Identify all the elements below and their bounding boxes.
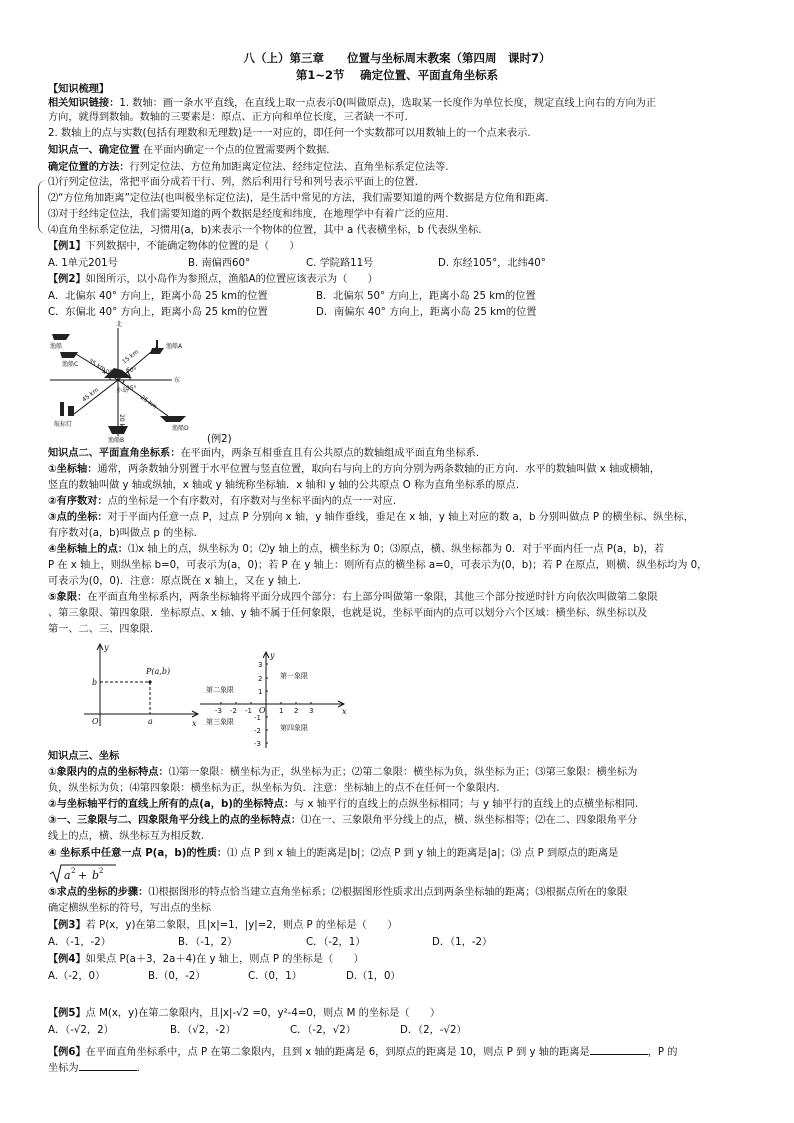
section-line: 有序数对(a，b)叫做点 p 的坐标. xyxy=(48,528,197,539)
option-a: A.（-2，0） xyxy=(48,971,106,982)
dist-label-d: 25 km xyxy=(138,393,159,411)
a-label: a xyxy=(148,717,153,726)
section-line: ②与坐标轴平行的直线上所有的点(a，b)的坐标特点：与 x 轴平行的直线上的点纵坐标相同；与 y 轴平行的直线上的点横坐标相同. xyxy=(48,799,639,810)
section-line: ⑤求点的坐标的步骤：⑴根据图形的特点恰当建立直角坐标系；⑵根据图形性质求出点到两条坐标轴的距离；⑶根据点所在的象限 xyxy=(48,887,628,898)
boat-d-icon xyxy=(160,416,186,422)
angle-label-d: 35° xyxy=(126,385,137,392)
x-label: x xyxy=(192,719,197,728)
doc-title: 八（上）第三章 位置与坐标周末教案（第四周 课时7） xyxy=(243,51,551,65)
section-line: ⑴行列定位法，常把平面分成若干行、列，然后利用行号和列号表示平面上的位置. xyxy=(48,177,418,188)
x-tick-label: -1 xyxy=(245,707,252,715)
section-line: ③一、三象限与二、四象限角平分线上的点的坐标特点：⑴在一、三象限角平分线上的点，横、纵坐标相等；⑵在二、四象限角平分 xyxy=(48,815,638,826)
y-tick-label: -1 xyxy=(254,714,261,722)
formula-exp-a: 2 xyxy=(71,867,76,875)
section-line: ①坐标轴：通常，两条数轴分别置于水平位置与竖直位置，取向右与向上的方向分别为两条数轴的正方向．水平的数轴叫做 x 轴或横轴， xyxy=(48,464,661,475)
dist-label-lighthouse: 45 km xyxy=(80,386,101,404)
origin-label: O xyxy=(259,706,266,715)
x-label: x xyxy=(342,707,347,716)
example-6: 【例6】在平面直角坐标系中，点 P 在第二象限内，且到 x 轴的距离是 6，到原点的距离是 10，则点 P 到 y 轴的距离是 ，P 的 xyxy=(48,1044,760,1060)
boat-c-icon xyxy=(60,352,78,358)
quadrant-2-label: 第二象限 xyxy=(206,686,234,694)
x-tick-label: 3 xyxy=(309,707,314,715)
lighthouse-icon xyxy=(60,402,64,416)
x-tick-label: -2 xyxy=(230,707,237,715)
section-line: P 在 x 轴上，则纵坐标 b=0，可表示为(a，0)；若 P 在 y 轴上：则所有点的横坐标 a=0，可表示为(0，b)；若 P 在原点，则横、纵坐标均为 0， xyxy=(48,560,708,571)
option-a: A．北偏东 40° 方向上，距离小岛 25 km的位置 xyxy=(48,291,268,302)
doc-subtitle: 第1~2节 确定位置、平面直角坐标系 xyxy=(295,68,499,82)
section-line: 、第三象限、第四象限．坐标原点、x 轴、y 轴不属于任何象限，也就是说，坐标平面内的点可以划分六个区域：横坐标、纵坐标以及 xyxy=(48,608,648,619)
option-d: D．（1，-2） xyxy=(432,937,493,948)
option-c: C. 学院路11号 xyxy=(306,258,374,269)
option-a: A．（-1，-2） xyxy=(48,937,111,948)
y-tick-label: -2 xyxy=(254,727,261,735)
quadrant-4-label: 第四象限 xyxy=(280,724,308,732)
example-4: 【例4】如果点 P(a＋3，2a＋4)在 y 轴上，则点 P 的坐标是（ ） xyxy=(48,954,364,965)
section-line: ①象限内的点的坐标特点：⑴第一象限：横坐标为正，纵坐标为正；⑵第二象限：横坐标为负，纵坐标为正；⑶第三象限：横坐标为 xyxy=(48,767,638,778)
b-label: b xyxy=(92,678,98,687)
option-b: B．北偏东 50° 方向上，距离小岛 25 km的位置 xyxy=(316,291,536,302)
section-line: ⑤象限：在平面直角坐标系内，两条坐标轴将平面分成四个部分：右上部分叫做第一象限，其他三个部分按逆时针方向依次叫做第二象限 xyxy=(48,592,658,603)
lighthouse-label: 航标灯 xyxy=(54,421,73,428)
quadrant-1-label: 第一象限 xyxy=(280,672,308,680)
section-line: ⑵“方位角加距离”定位法(也叫极坐标定位法)，是生活中常见的方法，我们需要知道的两个数据是方位角和距离. xyxy=(48,193,549,204)
y-label: y xyxy=(104,643,109,652)
option-a: A．（-√2，2） xyxy=(48,1025,114,1036)
p-label: P(a,b) xyxy=(146,667,171,676)
quadrant-3-label: 第三象限 xyxy=(206,718,234,726)
origin-label: O xyxy=(92,717,99,726)
east-label: 东 xyxy=(174,377,181,384)
method-brace xyxy=(38,180,47,234)
north-label: 北 xyxy=(116,321,123,328)
option-d: D．（2，-√2） xyxy=(400,1025,467,1036)
x-tick-label: 2 xyxy=(294,707,299,715)
x-tick-label: 1 xyxy=(279,707,284,715)
example-6-cont: 坐标为 . xyxy=(48,1060,760,1076)
dist-label-c: 35 km xyxy=(87,357,107,374)
point-p xyxy=(148,680,151,683)
y-tick-label: -3 xyxy=(254,740,261,748)
formula-a: a xyxy=(64,869,71,882)
section-line: 负，纵坐标为负；⑷第四象限：横坐标为正，纵坐标为负．注意：坐标轴上的点不在任何一个象限内. xyxy=(48,783,500,794)
y-tick-label: 3 xyxy=(258,661,263,669)
example-2: 【例2】如图所示，以小岛作为参照点，渔船A的位置应该表示为（ ） xyxy=(48,274,378,285)
angle-label-c: 40° xyxy=(102,369,113,376)
dist-label-b: 20 km xyxy=(118,414,125,433)
boat-a-mast xyxy=(156,340,158,348)
x-tick-label: -3 xyxy=(215,707,222,715)
boat-a-label: 渔船A xyxy=(166,343,183,350)
boat-b-label: 渔船B xyxy=(108,437,125,444)
section-line: ⑷直角坐标系定位法，习惯用(a，b)来表示一个物体的位置，其中 a 代表横坐标，b 代表纵坐标. xyxy=(48,225,482,236)
dist-label-a: 15 km xyxy=(120,348,141,366)
y-label: y xyxy=(270,651,275,660)
formula-plus: + xyxy=(78,869,88,882)
point-coordinate-figure xyxy=(80,640,202,730)
section-line: ③点的坐标：对于平面内任意一点 P，过点 P 分别向 x 轴，y 轴作垂线，垂足在 x 轴，y 轴上对应的数 a，b 分别叫做点 P 的横坐标、纵坐标， xyxy=(48,512,694,523)
option-b: B．（-1，2） xyxy=(178,937,238,948)
answer-blank[interactable] xyxy=(590,1044,648,1055)
distance-formula xyxy=(48,862,118,884)
section-line: 可表示为(0，0)．注意：原点既在 x 轴上，又在 y 轴上. xyxy=(48,576,301,587)
boat-c-label: 渔船C xyxy=(62,361,79,368)
option-c: C．东偏北 40° 方向上，距离小岛 25 km的位置 xyxy=(48,307,268,318)
example-2-figure xyxy=(40,318,260,446)
option-d: D. 东经105°，北纬40° xyxy=(438,258,546,269)
section-line: ④ 坐标系中任意一点 P(a，b)的性质：⑴ 点 P 到 x 轴上的距离是|b|；⑵点 P 到 y 轴上的距离是|a|；⑶ 点 P 到原点的距离是 xyxy=(48,848,619,859)
section-line: 知识点三、坐标 xyxy=(48,751,120,762)
formula-exp-b: 2 xyxy=(99,867,104,875)
example-3: 【例3】若 P(x，y)在第二象限，且|x|=1，|y|=2，则点 P 的坐标是（ ） xyxy=(48,920,398,931)
section-line: 2. 数轴上的点与实数(包括有理数和无理数)是一一对应的，即任何一个实数都可以用数轴上的一个点来表示. xyxy=(48,128,531,139)
boat-tl-label: 渔船 xyxy=(50,343,63,350)
option-d: D.（1，0） xyxy=(346,971,401,982)
formula-b: b xyxy=(92,869,100,882)
island-label: 小岛 xyxy=(116,387,129,394)
option-d: D．南偏东 40° 方向上，距离小岛 25 km的位置 xyxy=(316,307,537,318)
option-b: B.（0，-2） xyxy=(148,971,206,982)
section-line: 线上的点，横、纵坐标互为相反数. xyxy=(48,831,205,842)
section-line: 第一、二、三、四象限. xyxy=(48,624,154,635)
example-5: 【例5】点 M(x，y)在第二象限内，且|x|-√2 =0，y²-4=0，则点 M 的坐标是（ ） xyxy=(48,1008,441,1019)
ray-lighthouse xyxy=(74,380,118,414)
section-line: 相关知识链接：1. 数轴：画一条水平直线，在直线上取一点表示0(叫做原点)，选取某一长度作为单位长度，规定直线上向右的方向为正 xyxy=(48,98,657,109)
figure-caption: (例2) xyxy=(207,434,232,445)
angle-label-a: 60° xyxy=(126,367,137,374)
angle-arc-d xyxy=(122,380,124,384)
section-line: 【知识梳理】 xyxy=(48,84,110,95)
option-b: B．（√2，-2） xyxy=(170,1025,236,1036)
option-c: C.（0，1） xyxy=(248,971,302,982)
boat-d-label: 渔船D xyxy=(172,425,189,432)
option-c: C．（-2，√2） xyxy=(290,1025,356,1036)
y-tick-label: 1 xyxy=(258,688,263,696)
section-line: 确定位置的方法：行列定位法、方位角加距离定位法、经纬定位法、直角坐标系定位法等. xyxy=(48,162,449,173)
option-c: C．（-2，1） xyxy=(306,937,366,948)
section-line: 知识点二、平面直角坐标系：在平面内，两条互相垂直且有公共原点的数轴组成平面直角坐标系. xyxy=(48,448,480,459)
section-line: ⑶对于经纬定位法，我们需要知道的两个数据是经度和纬度，在地理学中有着广泛的应用. xyxy=(48,209,449,220)
boat-tl-icon xyxy=(52,334,70,340)
lighthouse-rock-icon xyxy=(68,406,74,416)
option-b: B. 南偏西60° xyxy=(188,258,251,269)
section-line: ②有序数对：点的坐标是一个有序数对，有序数对与坐标平面内的点一一对应. xyxy=(48,496,397,507)
section-line: 知识点一、确定位置 在平面内确定一个点的位置需要两个数据. xyxy=(48,145,330,156)
answer-blank[interactable] xyxy=(79,1060,137,1071)
option-a: A. 1单元201号 xyxy=(48,258,118,269)
section-line: 方向，就得到数轴。数轴的三要素是：原点、正方向和单位长度，三者缺一不可. xyxy=(48,112,408,123)
quadrant-figure xyxy=(198,648,350,750)
example-1: 【例1】下列数据中，不能确定物体的位置的是（ ） xyxy=(48,241,300,252)
y-tick-label: 2 xyxy=(258,675,263,683)
section-line: 确定横纵坐标的符号，写出点的坐标 xyxy=(48,903,211,914)
section-line: ④坐标轴上的点：⑴x 轴上的点，纵坐标为 0；⑵y 轴上的点，横坐标为 0；⑶原点，横、纵坐标都为 0．对于平面内任一点 P(a，b)，若 xyxy=(48,544,665,555)
boat-a-icon xyxy=(150,348,164,354)
section-line: 竖直的数轴叫做 y 轴或纵轴，x 轴或 y 轴统称坐标轴．x 轴和 y 轴的公共原点 O 称为直角坐标系的原点. xyxy=(48,480,520,491)
